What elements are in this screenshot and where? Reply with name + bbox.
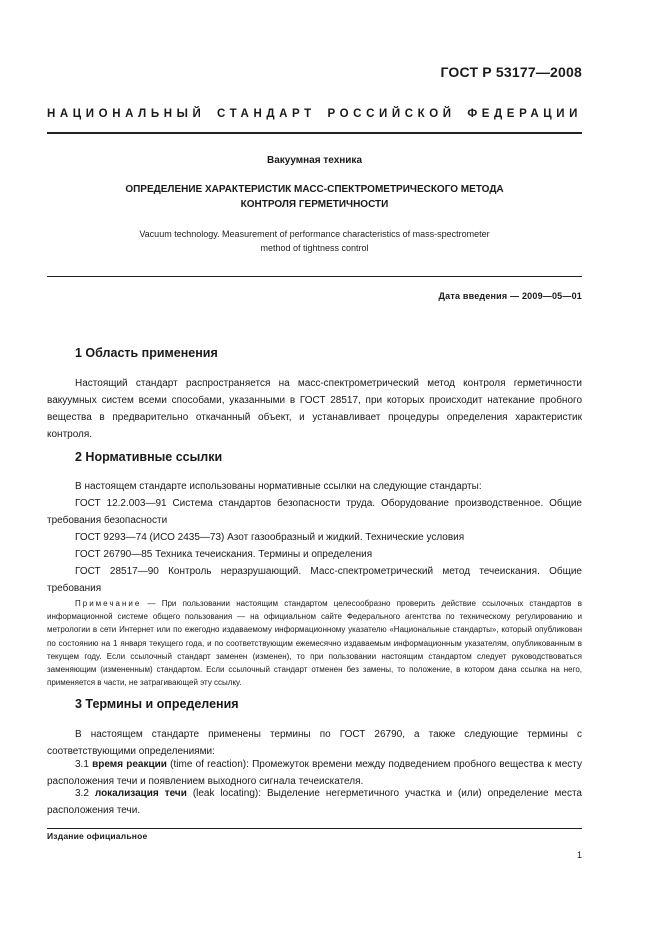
standard-number: ГОСТ Р 53177—2008	[440, 64, 582, 80]
banner-word: РОССИЙСКОЙ	[327, 108, 456, 120]
header-rule	[47, 132, 582, 134]
document-title-english	[47, 227, 582, 255]
title-line: ОПРЕДЕЛЕНИЕ ХАРАКТЕРИСТИК МАСС-СПЕКТРОМЕТРИЧЕСКОГО МЕТОДА	[125, 184, 504, 195]
banner-word: НАЦИОНАЛЬНЫЙ	[47, 108, 206, 120]
footer-rule	[47, 828, 582, 829]
references-intro: В настоящем стандарте использованы нормативные ссылки на следующие стандарты:	[75, 481, 482, 492]
reference-item: ГОСТ 28517—90 Контроль неразрушающий. Масс-спектрометрический метод течеискания. Общие требования	[47, 566, 582, 594]
banner-word: СТАНДАРТ	[217, 108, 316, 120]
section-heading-terms: 3 Термины и определения	[75, 697, 239, 711]
scope-paragraph: Настоящий стандарт распространяется на масс-спектрометрический метод контроля герметичности вакуумных систем всеми способами, указанными в ГОСТ 28517, при которых происходит натекание пробного вещества в предварительно откачанный объект, и устанавливает процедуры определения характеристик контроля.	[47, 378, 582, 440]
note-label: Примечание	[75, 599, 142, 608]
term-name: локализация течи	[94, 788, 187, 799]
introduction-date: Дата введения — 2009—05—01	[438, 291, 582, 301]
title-en-line: Vacuum technology. Measurement of performance characteristics of mass-spectrometer	[139, 229, 490, 239]
reference-item: ГОСТ 26790—85 Техника течеискания. Термины и определения	[75, 549, 373, 560]
section-heading-scope: 1 Область применения	[75, 346, 218, 360]
national-standard-banner	[47, 108, 582, 120]
term-text: (leak locating): Выделение негерметичного участка и (или) определение места расположения течи.	[47, 788, 582, 816]
title-rule	[47, 276, 582, 277]
document-subject: Вакуумная техника	[266, 155, 363, 166]
term-number: 3.1	[75, 759, 93, 770]
edition-label: Издание официальное	[47, 831, 148, 841]
term-number: 3.2	[75, 788, 95, 799]
reference-item: ГОСТ 9293—74 (ИСО 2435—73) Азот газообразный и жидкий. Технические условия	[75, 532, 465, 543]
term-text: (time of reaction): Промежуток времени между подведением пробного вещества к месту расположения течи и появлением выходного сигнала течеискателя.	[47, 759, 582, 787]
term-name: время реакции	[92, 759, 167, 770]
page-number: 1	[576, 850, 582, 860]
term-definition	[47, 785, 582, 819]
terms-intro: В настоящем стандарте применены термины по ГОСТ 26790, а также следующие термины с соответствующими определениями:	[47, 729, 582, 757]
document-title	[47, 182, 582, 212]
title-line: КОНТРОЛЯ ГЕРМЕТИЧНОСТИ	[240, 199, 389, 210]
reference-item: ГОСТ 12.2.003—91 Система стандартов безопасности труда. Оборудование производственное. Общие требования безопасности	[47, 498, 582, 526]
banner-word: ФЕДЕРАЦИИ	[467, 108, 582, 120]
section-heading-references: 2 Нормативные ссылки	[75, 450, 223, 464]
note-text: — При пользовании настоящим стандартом целесообразно проверить действие ссылочных стандартов в информационной системе общего пользования — на официальном сайте Федерального агентства по техническому регулированию и метрологии в сети Интернет или по ежегодно издаваемому информационному указателю «Национальные стандарты», который опубликован по состоянию на 1 января текущего года, и по соответствующим ежемесячно издаваемым информационным указателям, опубликованным в текущем году. Если ссылочный стандарт заменен (изменен), то при пользовании настоящим стандартом следует руководствоваться заменяющим (измененным) стандартом. Если ссылочный стандарт отменен без замены, то положение, в котором дана ссылка на него, применяется в части, не затрагивающей эту ссылку.	[47, 599, 582, 688]
references-note	[47, 597, 582, 689]
title-en-line: method of tightness control	[260, 243, 369, 253]
